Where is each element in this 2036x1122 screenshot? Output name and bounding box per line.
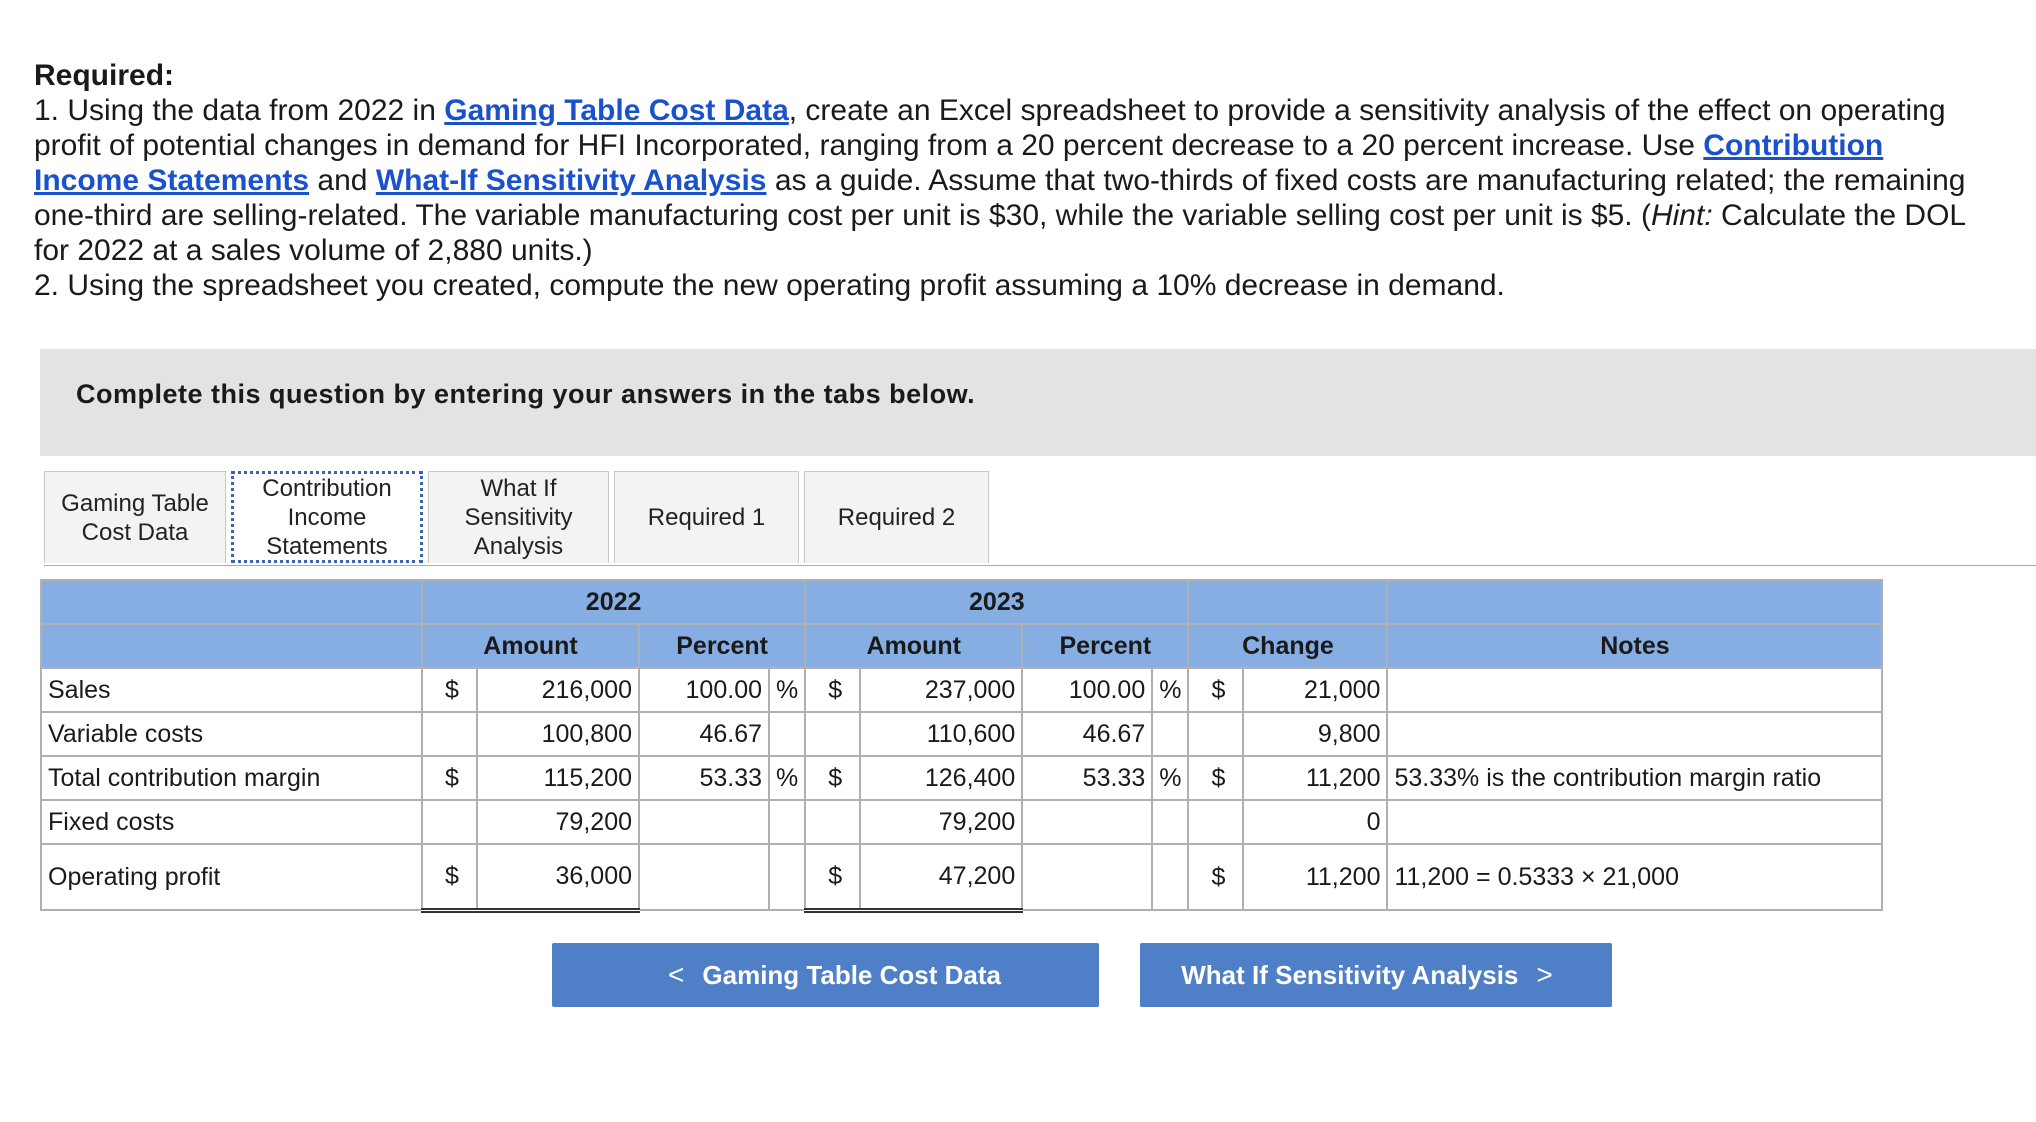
percent-2023[interactable]: 46.67	[1022, 712, 1152, 756]
tab-gaming-table-cost-data[interactable]: Gaming Table Cost Data	[44, 471, 226, 563]
row-label: Variable costs	[41, 712, 422, 756]
percent-sign-2023	[1152, 712, 1188, 756]
table-row	[41, 756, 1882, 800]
note-cell[interactable]: 11,200 = 0.5333 × 21,000	[1387, 844, 1882, 910]
change-value[interactable]: 11,200	[1243, 756, 1387, 800]
row-label: Fixed costs	[41, 800, 422, 844]
what-if-sensitivity-analysis-link[interactable]: What-If Sensitivity Analysis	[375, 164, 767, 197]
percent-sign-2023: %	[1152, 668, 1188, 712]
currency-change	[1188, 712, 1243, 756]
tab-what-if-sensitivity-analysis[interactable]: What If Sensitivity Analysis	[428, 471, 609, 563]
percent-sign-2022: %	[769, 756, 805, 800]
percent-2023[interactable]: 53.33	[1022, 756, 1152, 800]
percent-2023[interactable]	[1022, 800, 1152, 844]
tab-contribution-income-statements[interactable]: Contribution Income Statements	[231, 471, 423, 563]
currency-2023	[805, 712, 860, 756]
req1-text-c: as a guide. Assume that two-thirds of fixed costs are manufacturing related; the remaining one-third are selling-related. The variable manufacturing cost per unit is $30, while the variable selling cost per unit is $5. (	[34, 164, 1966, 232]
percent-sign-2022	[769, 844, 805, 910]
amount-2022[interactable]: 115,200	[477, 756, 639, 800]
tab-required-1[interactable]: Required 1	[614, 471, 799, 563]
notes-header: Notes	[1387, 624, 1882, 668]
prev-tab-button[interactable]	[552, 943, 1099, 1007]
amount-2022[interactable]: 36,000	[477, 844, 639, 910]
header-blank	[41, 580, 422, 624]
req1-text-a: 1. Using the data from 2022 in	[34, 94, 445, 127]
change-header: Change	[1188, 624, 1387, 668]
currency-2022: $	[422, 756, 477, 800]
percent-sign-2023	[1152, 844, 1188, 910]
change-value[interactable]: 9,800	[1243, 712, 1387, 756]
amount-2023[interactable]: 237,000	[860, 668, 1022, 712]
percent-2023[interactable]: 100.00	[1022, 668, 1152, 712]
note-cell[interactable]	[1387, 800, 1882, 844]
percent-2022-header: Percent	[639, 624, 805, 668]
amount-2022[interactable]: 100,800	[477, 712, 639, 756]
banner-text: Complete this question by entering your answers in the tabs below.	[76, 379, 976, 409]
amount-2023[interactable]: 110,600	[860, 712, 1022, 756]
currency-change: $	[1188, 668, 1243, 712]
currency-change	[1188, 800, 1243, 844]
year-header-row	[41, 580, 1882, 624]
currency-2023: $	[805, 844, 860, 910]
amount-2023[interactable]: 47,200	[860, 844, 1022, 910]
table-row	[41, 668, 1882, 712]
table-row	[41, 712, 1882, 756]
req1-and: and	[309, 164, 376, 197]
percent-sign-2023: %	[1152, 756, 1188, 800]
percent-2023-header: Percent	[1022, 624, 1188, 668]
amount-2023[interactable]: 126,400	[860, 756, 1022, 800]
prev-tab-label: Gaming Table Cost Data	[702, 959, 1001, 990]
amount-2022[interactable]: 79,200	[477, 800, 639, 844]
percent-2022[interactable]: 53.33	[639, 756, 769, 800]
amount-2023[interactable]: 79,200	[860, 800, 1022, 844]
percent-2022[interactable]	[639, 844, 769, 910]
table-row	[41, 844, 1882, 910]
required-heading: Required:	[34, 59, 175, 92]
currency-2023: $	[805, 756, 860, 800]
chevron-right-icon: >	[1536, 959, 1553, 990]
percent-2022[interactable]: 100.00	[639, 668, 769, 712]
currency-2022: $	[422, 844, 477, 910]
row-label: Sales	[41, 668, 422, 712]
amount-2022-header: Amount	[422, 624, 639, 668]
change-value[interactable]: 21,000	[1243, 668, 1387, 712]
chevron-left-icon: <	[668, 959, 685, 990]
requirement-1	[34, 93, 1994, 268]
note-cell[interactable]	[1387, 668, 1882, 712]
contribution-income-table	[40, 579, 1883, 913]
requirement-2: 2. Using the spreadsheet you created, compute the new operating profit assuming a 10% decrease in demand.	[34, 269, 1505, 302]
amount-2023-header: Amount	[805, 624, 1022, 668]
percent-sign-2022	[769, 800, 805, 844]
year-2022-header: 2022	[422, 580, 805, 624]
tab-required-2[interactable]: Required 2	[804, 471, 989, 563]
header-blank-label	[41, 624, 422, 668]
percent-2023[interactable]	[1022, 844, 1152, 910]
req1-text-d: Calculate the DOL for 2022 at a sales volume of 2,880 units.)	[34, 199, 1966, 267]
percent-sign-2022: %	[769, 668, 805, 712]
percent-2022[interactable]	[639, 800, 769, 844]
currency-change: $	[1188, 844, 1243, 910]
currency-2022	[422, 800, 477, 844]
req1-text-b: , create an Excel spreadsheet to provide a sensitivity analysis of the effect on operating profit of potential changes in demand for HFI Incorporated, ranging from a 20 percent decrease to a 20 percent increase. Use	[34, 94, 1946, 162]
question-banner	[40, 349, 2036, 456]
hint-label: Hint:	[1650, 199, 1713, 232]
next-tab-button[interactable]	[1140, 943, 1612, 1007]
currency-2023	[805, 800, 860, 844]
percent-sign-2023	[1152, 800, 1188, 844]
note-cell[interactable]: 53.33% is the contribution margin ratio	[1387, 756, 1882, 800]
currency-2023: $	[805, 668, 860, 712]
currency-2022	[422, 712, 477, 756]
gaming-table-cost-data-link[interactable]: Gaming Table Cost Data	[444, 94, 789, 127]
year-2023-header: 2023	[805, 580, 1188, 624]
currency-change: $	[1188, 756, 1243, 800]
percent-2022[interactable]: 46.67	[639, 712, 769, 756]
percent-sign-2022	[769, 712, 805, 756]
row-label: Total contribution margin	[41, 756, 422, 800]
note-cell[interactable]	[1387, 712, 1882, 756]
instructions	[34, 58, 1994, 303]
header-blank-change	[1188, 580, 1387, 624]
amount-2022[interactable]: 216,000	[477, 668, 639, 712]
change-value[interactable]: 11,200	[1243, 844, 1387, 910]
table-row	[41, 800, 1882, 844]
column-header-row	[41, 624, 1882, 668]
header-blank-notes	[1387, 580, 1882, 624]
change-value[interactable]: 0	[1243, 800, 1387, 844]
contribution-income-statements-link[interactable]: Contribution Income Statements	[34, 129, 1884, 197]
row-label: Operating profit	[41, 844, 422, 910]
tab-divider	[44, 565, 2036, 566]
currency-2022: $	[422, 668, 477, 712]
next-tab-label: What If Sensitivity Analysis	[1181, 959, 1519, 990]
